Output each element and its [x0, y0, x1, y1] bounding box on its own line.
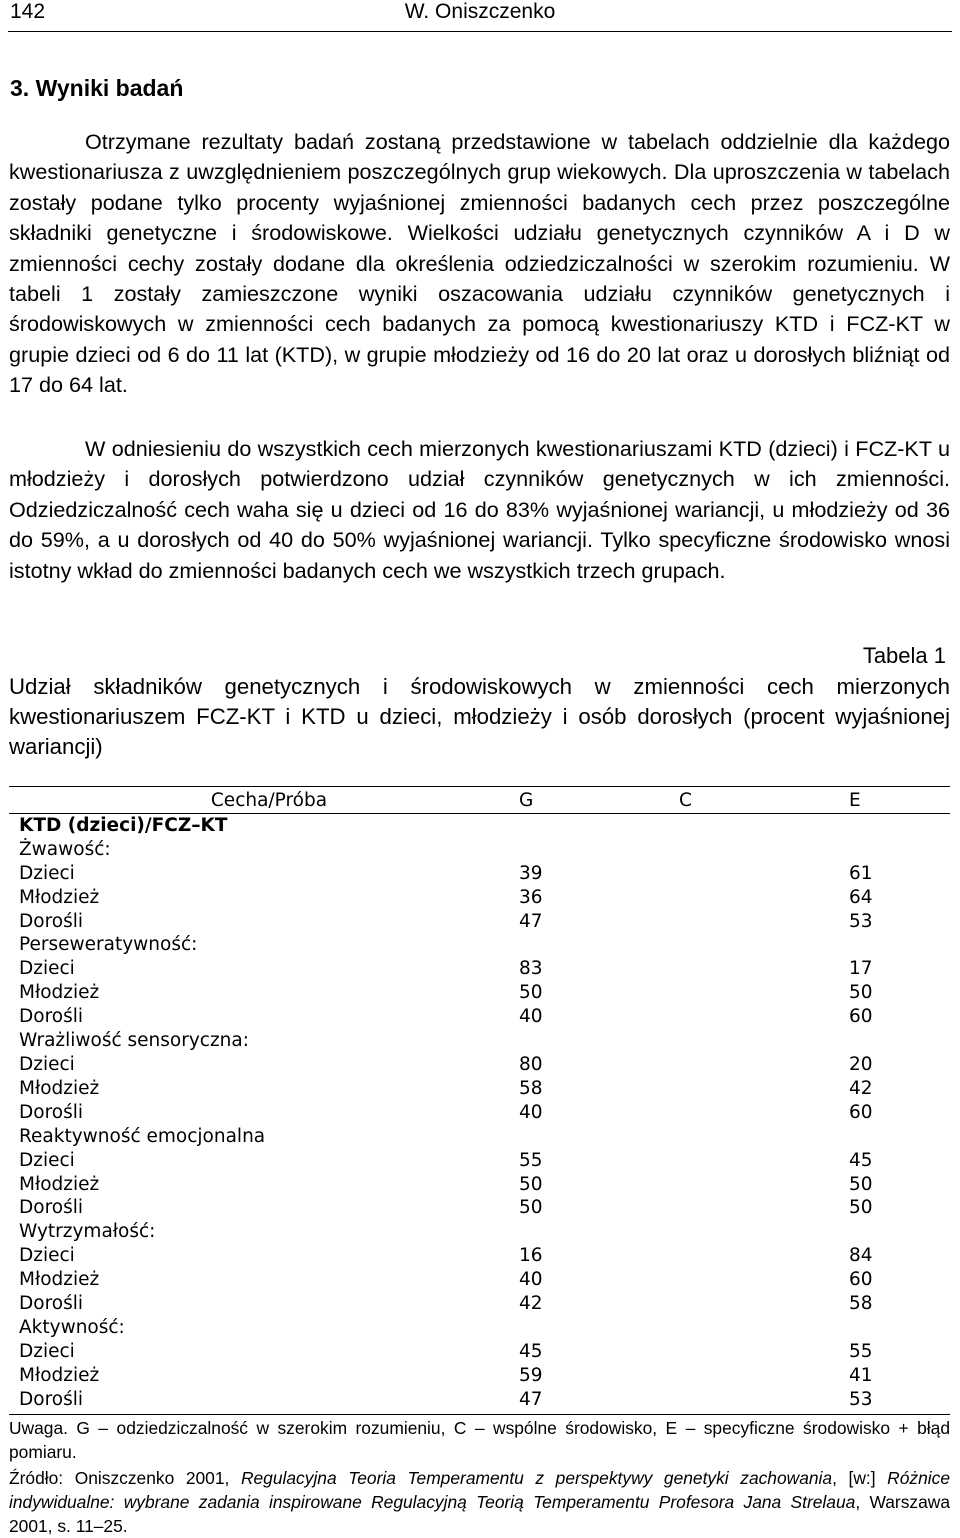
trait-name: Wrażliwość sensoryczna: — [19, 1030, 249, 1052]
running-header — [8, 0, 952, 36]
value-g: 45 — [519, 1340, 543, 1362]
value-g: 50 — [519, 982, 543, 1004]
trait-name: Żwawość: — [19, 838, 111, 860]
table-row — [9, 1388, 950, 1412]
value-g: 80 — [519, 1053, 543, 1075]
group-name: Młodzież — [19, 1173, 100, 1195]
table-label: Tabela 1 — [862, 643, 946, 668]
table-row — [9, 1340, 950, 1364]
value-e: 20 — [849, 1053, 873, 1075]
col-header-trait: Cecha/Próba — [210, 790, 328, 811]
group-name: Młodzież — [19, 1364, 100, 1386]
trait-name: Aktywność: — [19, 1316, 125, 1338]
trait-name: Wytrzymałość: — [19, 1221, 156, 1243]
group-name: Młodzież — [19, 1077, 100, 1099]
value-e: 60 — [849, 1006, 873, 1028]
value-c — [679, 1077, 849, 1101]
value-e: 50 — [849, 1173, 873, 1195]
value-c — [679, 862, 849, 886]
value-g: 39 — [519, 862, 543, 884]
value-g: 40 — [519, 1101, 543, 1123]
trait-name: Perseweratywność: — [19, 934, 198, 956]
value-g: 58 — [519, 1077, 543, 1099]
table-row — [9, 910, 950, 934]
col-header-e: E — [849, 790, 861, 811]
value-g: 40 — [519, 1269, 543, 1291]
table-row — [9, 1268, 950, 1292]
value-g: 83 — [519, 958, 543, 980]
value-e: 58 — [849, 1293, 873, 1315]
table-note: Uwaga. G – odziedziczalność w szerokim rozumieniu, C – wspólne środowisko, E – specyficzne środowisko + błąd pomiaru. — [9, 1418, 950, 1462]
value-g: 47 — [519, 910, 543, 932]
trait-name: Reaktywność emocjonalna — [19, 1125, 266, 1147]
value-c — [679, 1149, 849, 1173]
value-e: 17 — [849, 958, 873, 980]
value-g: 42 — [519, 1293, 543, 1315]
group-label: KTD (dzieci)/FCZ–KT — [19, 814, 228, 836]
value-e: 53 — [849, 1388, 873, 1410]
value-e: 41 — [849, 1364, 873, 1386]
table-row — [9, 1364, 950, 1388]
source-title-2: Różnice indywidualne: wybrane zadania inspirowane Regulacyjną Teorią Temperamentu Profesora Jana Strelaua — [9, 1468, 950, 1512]
value-c — [679, 886, 849, 910]
group-name: Dorośli — [19, 1293, 84, 1315]
col-header-g: G — [519, 790, 534, 811]
value-e: 42 — [849, 1077, 873, 1099]
group-name: Dzieci — [19, 1340, 75, 1362]
value-c — [679, 1268, 849, 1292]
table-row — [9, 1149, 950, 1173]
group-name: Dzieci — [19, 862, 75, 884]
trait-row — [9, 1316, 950, 1340]
group-name: Dorośli — [19, 910, 84, 932]
value-c — [679, 1101, 849, 1125]
table-row — [9, 1101, 950, 1125]
group-name: Dorośli — [19, 1101, 84, 1123]
value-c — [679, 1196, 849, 1220]
trait-row — [9, 1220, 950, 1244]
trait-row — [9, 1125, 950, 1149]
value-e: 60 — [849, 1269, 873, 1291]
value-c — [679, 1340, 849, 1364]
source-prefix: Źródło: Oniszczenko 2001, — [9, 1468, 241, 1488]
value-e: 61 — [849, 862, 873, 884]
value-e: 84 — [849, 1245, 873, 1267]
value-e: 50 — [849, 982, 873, 1004]
page-number: 142 — [10, 0, 46, 23]
table-row — [9, 1077, 950, 1101]
value-e: 64 — [849, 886, 873, 908]
group-name: Młodzież — [19, 1269, 100, 1291]
group-name: Młodzież — [19, 982, 100, 1004]
data-table — [9, 787, 950, 1412]
group-name: Młodzież — [19, 886, 100, 908]
value-e: 53 — [849, 910, 873, 932]
value-g: 50 — [519, 1197, 543, 1219]
group-name: Dzieci — [19, 1149, 75, 1171]
header-rule — [8, 31, 952, 32]
table-header-row — [9, 787, 950, 813]
value-c — [679, 1005, 849, 1029]
table-row — [9, 1196, 950, 1220]
results-table — [9, 786, 950, 1412]
table-row — [9, 1244, 950, 1268]
value-g: 59 — [519, 1364, 543, 1386]
source-title-1: Regulacyjna Teoria Temperamentu z perspektywy genetyki zachowania — [240, 1468, 833, 1488]
trait-row — [9, 933, 950, 957]
trait-row — [9, 1029, 950, 1053]
group-name: Dzieci — [19, 958, 75, 980]
table-source — [9, 1466, 950, 1538]
value-e: 55 — [849, 1340, 873, 1362]
table-bottom-rule — [9, 1414, 950, 1415]
group-name: Dorośli — [19, 1006, 84, 1028]
table-row — [9, 1053, 950, 1077]
value-g: 16 — [519, 1245, 543, 1267]
paragraph-1: Otrzymane rezultaty badań zostaną przedstawione w tabelach oddzielnie dla każdego kwestionariusza z uwzględnieniem poszczególnych grup wiekowych. Dla uproszczenia w tabelach zostały podane tylko procenty wyjaśnionej zmienności badanych cech przez poszczególne składniki genetyczne i środowiskowe. Wielkości udziału genetycznych czynników A i D w zmienności cechy zostały dodane dla określenia odziedziczalności w szerokim rozumieniu. W tabeli 1 zostały zamieszczone wyniki oszacowania udziału czynników genetycznych i środowiskowych w zmienności cech badanych za pomocą kwestionariuszy KTD i FCZ-KT w grupie dzieci od 6 do 11 lat (KTD), w grupie młodzieży od 16 do 20 lat oraz u dorosłych bliźniąt od 17 do 64 lat. — [9, 129, 950, 398]
source-mid: , [w:] — [832, 1468, 888, 1488]
group-name: Dorośli — [19, 1388, 84, 1410]
value-e: 60 — [849, 1101, 873, 1123]
group-name: Dzieci — [19, 1053, 75, 1075]
value-c — [679, 1364, 849, 1388]
value-e: 45 — [849, 1149, 873, 1171]
table-row — [9, 981, 950, 1005]
trait-row — [9, 838, 950, 862]
value-c — [679, 1292, 849, 1316]
table-row — [9, 1173, 950, 1197]
value-g: 50 — [519, 1173, 543, 1195]
table-row — [9, 957, 950, 981]
table-row — [9, 1005, 950, 1029]
value-g: 40 — [519, 1006, 543, 1028]
value-g: 36 — [519, 886, 543, 908]
value-c — [679, 1173, 849, 1197]
table-title: Udział składników genetycznych i środowiskowych w zmienności cech mierzonych kwestionariuszem FCZ-KT i KTD u dzieci, młodzieży i osób dorosłych (procent wyjaśnionej wariancji) — [9, 674, 950, 759]
value-g: 55 — [519, 1149, 543, 1171]
table-group-row — [9, 814, 950, 838]
value-c — [679, 981, 849, 1005]
value-c — [679, 957, 849, 981]
source-suffix: , Warszawa 2001, s. 11–25. — [9, 1492, 950, 1536]
value-g: 47 — [519, 1388, 543, 1410]
table-row — [9, 886, 950, 910]
section-title: 3. Wyniki badań — [10, 75, 184, 101]
group-name: Dzieci — [19, 1245, 75, 1267]
col-header-c: C — [679, 790, 692, 811]
running-author: W. Oniszczenko — [404, 0, 556, 23]
group-name: Dorośli — [19, 1197, 84, 1219]
value-c — [679, 1388, 849, 1412]
value-e: 50 — [849, 1197, 873, 1219]
value-c — [679, 910, 849, 934]
paragraph-2: W odniesieniu do wszystkich cech mierzonych kwestionariuszami KTD (dzieci) i FCZ-KT u młodzieży i dorosłych potwierdzono udział czynników genetycznych w ich zmienności. Odziedziczalność cech waha się u dzieci od 16 do 83% wyjaśnionej wariancji, u młodzieży od 36 do 59%, a u dorosłych od 40 do 50% wyjaśnionej wariancji. Tylko specyficzne środowisko wnosi istotny wkład do zmienności badanych cech we wszystkich trzech grupach. — [9, 436, 950, 583]
table-row — [9, 1292, 950, 1316]
value-c — [679, 1244, 849, 1268]
value-c — [679, 1053, 849, 1077]
table-row — [9, 862, 950, 886]
